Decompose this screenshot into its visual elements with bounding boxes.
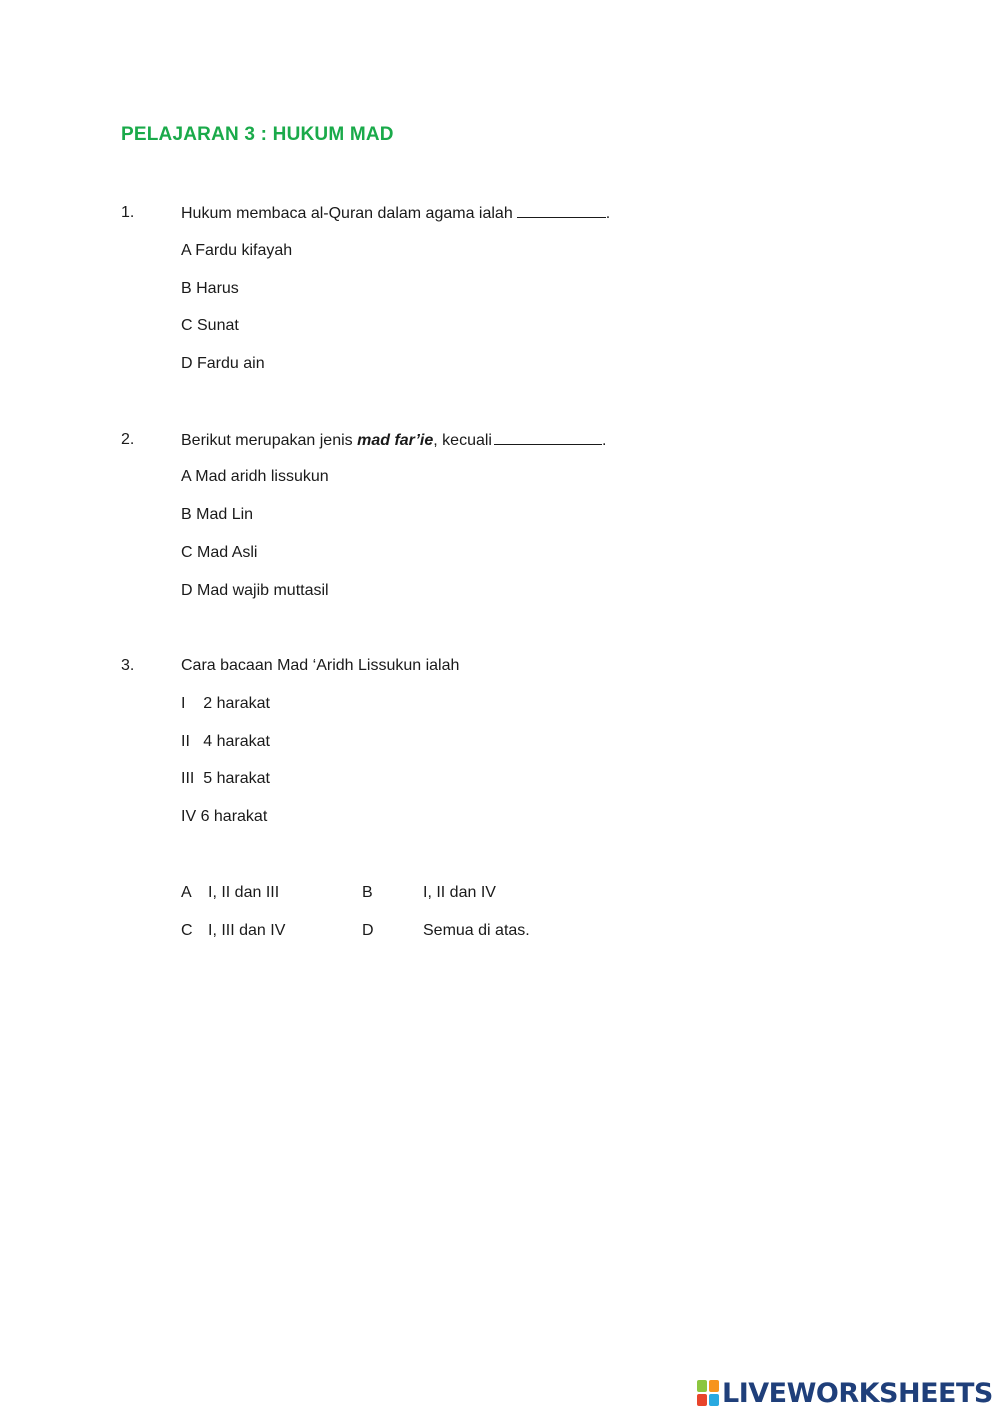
- option-2d[interactable]: D Mad wajib muttasil: [181, 582, 329, 599]
- choice-3c-text[interactable]: I, III dan IV: [208, 922, 286, 939]
- liveworksheets-logo: [697, 1376, 993, 1410]
- statement-iii: III 5 harakat: [181, 770, 270, 787]
- option-2c[interactable]: C Mad Asli: [181, 544, 258, 561]
- statement-iv: IV 6 harakat: [181, 808, 268, 825]
- choice-3d-text[interactable]: Semua di atas.: [423, 922, 530, 939]
- choice-3a-text[interactable]: I, II dan III: [208, 884, 280, 901]
- choice-3a-letter[interactable]: A: [181, 884, 192, 901]
- page-title: PELAJARAN 3 : HUKUM MAD: [121, 124, 394, 145]
- choice-3b-letter[interactable]: B: [362, 884, 373, 901]
- question-1-number: 1.: [121, 204, 135, 221]
- liveworksheets-brand-text: LIVEWORKSHEETS: [722, 1377, 993, 1409]
- liveworksheets-logo-icon: [697, 1380, 719, 1406]
- option-2a[interactable]: A Mad aridh lissukun: [181, 468, 329, 485]
- question-3-number: 3.: [121, 657, 135, 674]
- option-1a[interactable]: A Fardu kifayah: [181, 242, 293, 259]
- answer-blank-2[interactable]: [494, 430, 602, 445]
- choice-3b-text[interactable]: I, II dan IV: [423, 884, 496, 901]
- choice-3d-letter[interactable]: D: [362, 922, 374, 939]
- question-2-text: Berikut merupakan jenis mad far’ie, kecuali .: [181, 432, 607, 449]
- choice-3c-letter[interactable]: C: [181, 922, 193, 939]
- question-1-stem: Hukum membaca al-Quran dalam agama ialah: [181, 205, 513, 222]
- option-1d[interactable]: D Fardu ain: [181, 355, 265, 372]
- question-2-emphasis: mad far’ie: [357, 432, 434, 449]
- answer-blank-1[interactable]: [517, 203, 606, 218]
- question-3-text: Cara bacaan Mad ‘Aridh Lissukun ialah: [181, 657, 460, 674]
- question-2-number: 2.: [121, 431, 135, 448]
- option-1b[interactable]: B Harus: [181, 280, 239, 297]
- option-2b[interactable]: B Mad Lin: [181, 506, 254, 523]
- option-1c[interactable]: C Sunat: [181, 317, 239, 334]
- statement-ii: II 4 harakat: [181, 733, 270, 750]
- question-1-text: Hukum membaca al-Quran dalam agama ialah .: [181, 205, 611, 222]
- statement-i: I 2 harakat: [181, 695, 270, 712]
